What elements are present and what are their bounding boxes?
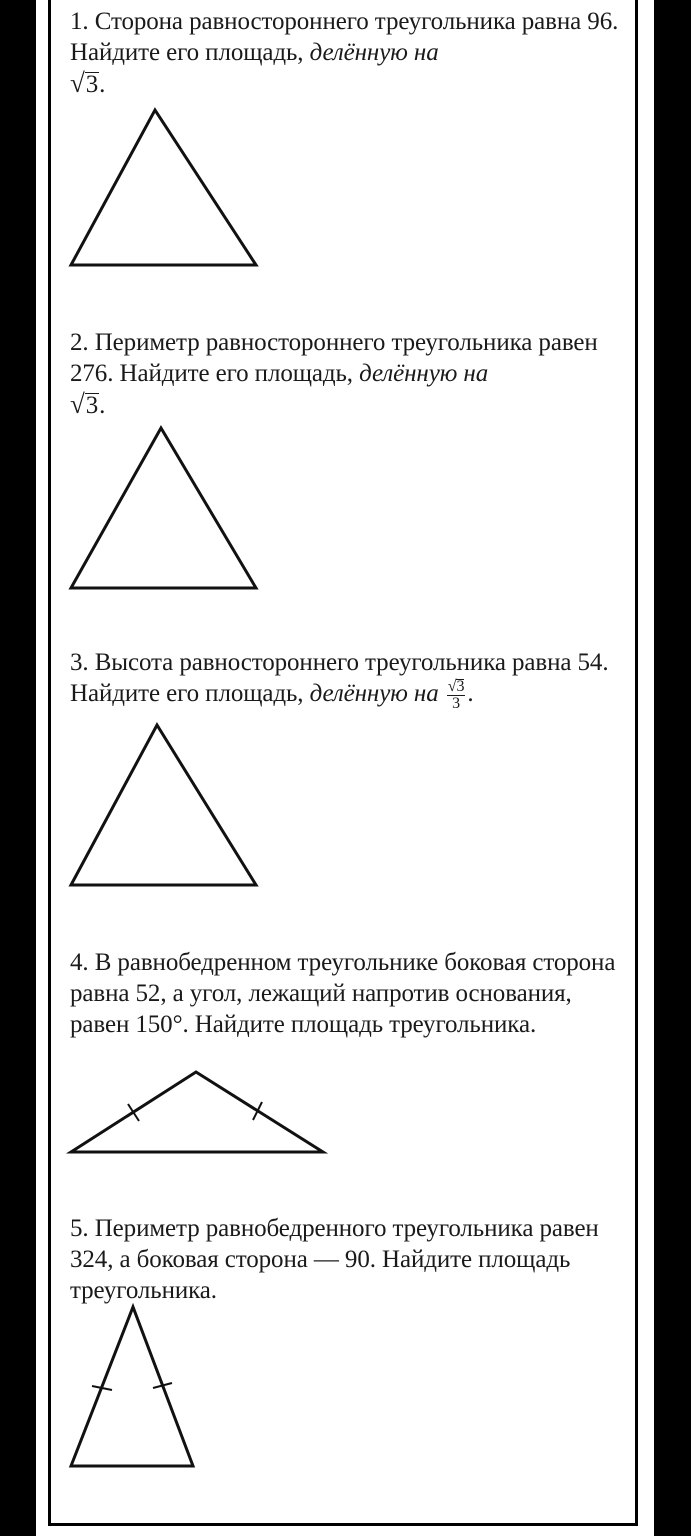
triangle-shape (71, 1307, 193, 1466)
italic-phrase: делённую на (359, 360, 489, 387)
problem-statement: В равнобедренном треугольнике боковая сторона равна 52, а угол, лежащий напротив основания, равен 150°. Найдите площадь треугольника. (70, 949, 616, 1038)
problem-statement: Высота равностороннего треугольника равна 54. Найдите его площадь, (70, 649, 609, 707)
radicand: 3 (456, 677, 465, 695)
period: . (99, 71, 106, 98)
radicand: 3 (85, 392, 99, 419)
period: . (467, 680, 474, 707)
problem-number: 5. (70, 1215, 89, 1242)
italic-phrase: делённую на (309, 680, 439, 707)
problem-statement: Периметр равнобедренного треугольника равен 324, а боковая сторона — 90. Найдите площадь треугольника. (70, 1215, 599, 1304)
problem-number: 4. (70, 949, 89, 976)
period: . (99, 392, 106, 419)
fraction-numerator: √3 (447, 677, 465, 695)
problem-statement: Сторона равностороннего треугольника равна 96. Найдите его площадь, (70, 8, 619, 66)
italic-phrase: делённую на (309, 39, 439, 66)
radical-sign: √ (70, 68, 85, 98)
problem-number: 2. (70, 329, 89, 356)
problem-number: 3. (70, 649, 89, 676)
problem-number: 1. (70, 8, 89, 35)
radical-sign: √ (70, 389, 85, 419)
radicand: 3 (85, 71, 99, 98)
problem-statement: Периметр равностороннего треугольника равен 276. Найдите его площадь, (70, 329, 598, 387)
fraction-denominator: 3 (452, 694, 461, 712)
